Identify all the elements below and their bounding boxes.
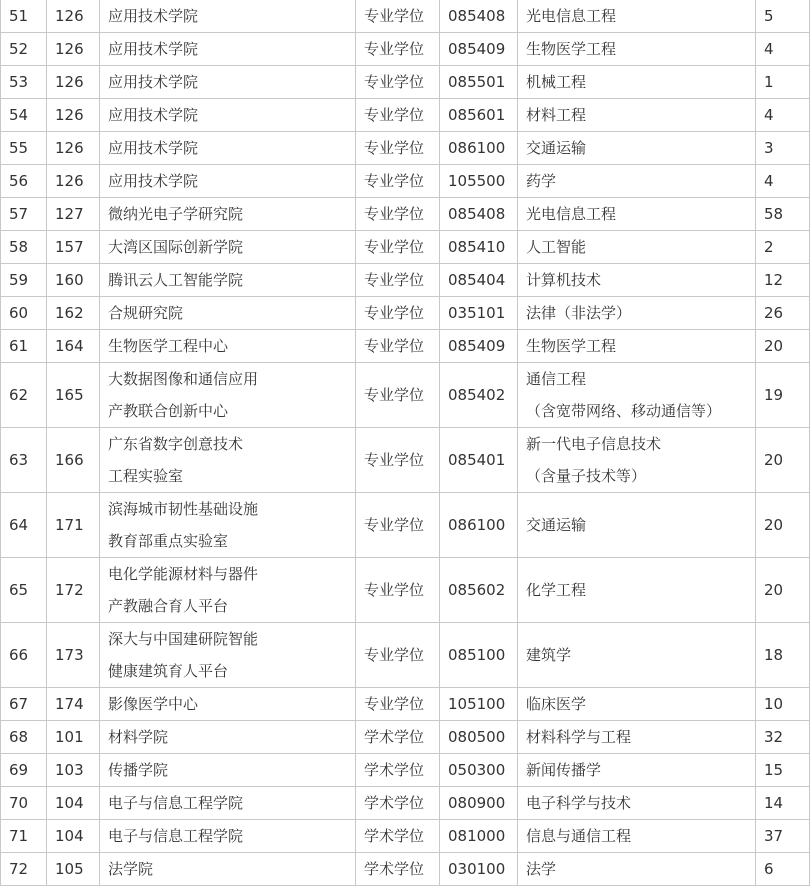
table-row xyxy=(1,558,810,623)
unit-code-cell: 104 xyxy=(47,820,100,853)
row-number-cell: 72 xyxy=(1,853,47,886)
unit-name-cell-line: 产教联合创新中心 xyxy=(108,402,229,420)
major-code-cell: 050300 xyxy=(440,754,518,787)
major-name-cell xyxy=(518,428,756,493)
quota-cell: 20 xyxy=(756,428,810,493)
degree-type-cell: 专业学位 xyxy=(356,363,440,428)
major-code-cell: 085408 xyxy=(440,198,518,231)
major-name-cell xyxy=(518,33,756,66)
major-name-cell-line: 人工智能 xyxy=(526,238,587,256)
quota-cell: 3 xyxy=(756,132,810,165)
unit-name-cell xyxy=(100,721,356,754)
major-name-cell xyxy=(518,623,756,688)
degree-type-cell: 专业学位 xyxy=(356,33,440,66)
row-number-cell: 58 xyxy=(1,231,47,264)
major-name-cell xyxy=(518,787,756,820)
row-number-cell: 67 xyxy=(1,688,47,721)
unit-name-cell-line: 大数据图像和通信应用 xyxy=(108,370,259,388)
table-row xyxy=(1,198,810,231)
degree-type-cell: 专业学位 xyxy=(356,198,440,231)
major-name-cell-line: 计算机技术 xyxy=(526,271,602,289)
table-row xyxy=(1,33,810,66)
major-name-cell-line: 建筑学 xyxy=(526,646,572,664)
major-name-cell xyxy=(518,330,756,363)
major-name-cell-line: 光电信息工程 xyxy=(526,205,617,223)
major-name-cell-line: 生物医学工程 xyxy=(526,337,617,355)
row-number-cell: 60 xyxy=(1,297,47,330)
degree-type-cell: 学术学位 xyxy=(356,721,440,754)
unit-name-cell xyxy=(100,623,356,688)
degree-type-cell: 专业学位 xyxy=(356,99,440,132)
major-name-cell xyxy=(518,198,756,231)
unit-name-cell xyxy=(100,688,356,721)
unit-code-cell: 105 xyxy=(47,853,100,886)
unit-name-cell-line: 应用技术学院 xyxy=(108,106,199,124)
row-number-cell: 64 xyxy=(1,493,47,558)
major-code-cell: 085501 xyxy=(440,66,518,99)
degree-type-cell: 学术学位 xyxy=(356,853,440,886)
major-code-cell: 081000 xyxy=(440,820,518,853)
unit-code-cell: 127 xyxy=(47,198,100,231)
table-row xyxy=(1,297,810,330)
major-name-cell-line: 生物医学工程 xyxy=(526,40,617,58)
table-row xyxy=(1,66,810,99)
major-code-cell: 085602 xyxy=(440,558,518,623)
table-row xyxy=(1,0,810,33)
row-number-cell: 56 xyxy=(1,165,47,198)
table-row xyxy=(1,754,810,787)
major-name-cell-line: 机械工程 xyxy=(526,73,587,91)
degree-type-cell: 专业学位 xyxy=(356,623,440,688)
unit-name-cell-line: 影像医学中心 xyxy=(108,695,199,713)
major-name-cell-line: 交通运输 xyxy=(526,516,587,534)
unit-name-cell xyxy=(100,66,356,99)
major-name-cell xyxy=(518,363,756,428)
major-name-cell xyxy=(518,820,756,853)
major-code-cell: 085401 xyxy=(440,428,518,493)
table-row xyxy=(1,231,810,264)
unit-name-cell-line: 深大与中国建研院智能 xyxy=(108,630,259,648)
major-name-cell-line: 化学工程 xyxy=(526,581,587,599)
unit-code-cell: 126 xyxy=(47,33,100,66)
major-code-cell: 085408 xyxy=(440,0,518,33)
major-name-cell xyxy=(518,558,756,623)
unit-name-cell xyxy=(100,363,356,428)
major-code-cell: 080900 xyxy=(440,787,518,820)
unit-name-cell xyxy=(100,754,356,787)
unit-name-cell-line: 应用技术学院 xyxy=(108,73,199,91)
unit-name-cell-line: 应用技术学院 xyxy=(108,172,199,190)
row-number-cell: 57 xyxy=(1,198,47,231)
major-name-cell-line: 信息与通信工程 xyxy=(526,827,632,845)
quota-cell: 4 xyxy=(756,165,810,198)
major-name-cell-line: 电子科学与技术 xyxy=(526,794,632,812)
unit-name-cell xyxy=(100,853,356,886)
unit-code-cell: 164 xyxy=(47,330,100,363)
degree-type-cell: 专业学位 xyxy=(356,558,440,623)
quota-cell: 20 xyxy=(756,493,810,558)
major-code-cell: 105500 xyxy=(440,165,518,198)
quota-cell: 19 xyxy=(756,363,810,428)
row-number-cell: 59 xyxy=(1,264,47,297)
unit-name-cell-line: 生物医学工程中心 xyxy=(108,337,229,355)
quota-cell: 32 xyxy=(756,721,810,754)
table-body xyxy=(1,0,810,886)
table-row xyxy=(1,688,810,721)
major-name-cell xyxy=(518,297,756,330)
quota-cell: 12 xyxy=(756,264,810,297)
unit-name-cell xyxy=(100,33,356,66)
major-name-cell xyxy=(518,66,756,99)
unit-code-cell: 126 xyxy=(47,66,100,99)
major-name-cell-line: 法学 xyxy=(526,860,557,878)
unit-name-cell xyxy=(100,132,356,165)
major-name-cell-line: 光电信息工程 xyxy=(526,7,617,25)
unit-name-cell-line: 大湾区国际创新学院 xyxy=(108,238,244,256)
major-name-cell xyxy=(518,99,756,132)
unit-code-cell: 104 xyxy=(47,787,100,820)
unit-code-cell: 126 xyxy=(47,0,100,33)
major-name-cell xyxy=(518,165,756,198)
unit-name-cell-line: 产教融合育人平台 xyxy=(108,597,229,615)
unit-code-cell: 171 xyxy=(47,493,100,558)
quota-cell: 26 xyxy=(756,297,810,330)
unit-name-cell-line: 广东省数字创意技术 xyxy=(108,435,244,453)
table-row xyxy=(1,132,810,165)
unit-name-cell xyxy=(100,264,356,297)
degree-type-cell: 专业学位 xyxy=(356,428,440,493)
row-number-cell: 52 xyxy=(1,33,47,66)
major-name-cell-line: 通信工程 xyxy=(526,370,587,388)
major-name-cell-line: 药学 xyxy=(526,172,557,190)
unit-name-cell xyxy=(100,820,356,853)
degree-type-cell: 学术学位 xyxy=(356,820,440,853)
major-name-cell-line: 新闻传播学 xyxy=(526,761,602,779)
row-number-cell: 65 xyxy=(1,558,47,623)
quota-cell: 4 xyxy=(756,33,810,66)
unit-name-cell-line: 电子与信息工程学院 xyxy=(108,827,244,845)
unit-name-cell xyxy=(100,0,356,33)
row-number-cell: 63 xyxy=(1,428,47,493)
unit-name-cell xyxy=(100,297,356,330)
unit-name-cell xyxy=(100,165,356,198)
quota-cell: 15 xyxy=(756,754,810,787)
degree-type-cell: 学术学位 xyxy=(356,787,440,820)
unit-name-cell-line: 工程实验室 xyxy=(108,467,184,485)
unit-name-cell xyxy=(100,198,356,231)
quota-cell: 10 xyxy=(756,688,810,721)
unit-name-cell-line: 传播学院 xyxy=(108,761,169,779)
major-name-cell xyxy=(518,132,756,165)
table-row xyxy=(1,330,810,363)
row-number-cell: 51 xyxy=(1,0,47,33)
unit-name-cell xyxy=(100,787,356,820)
quota-cell: 20 xyxy=(756,330,810,363)
unit-name-cell-line: 微纳光电子学研究院 xyxy=(108,205,244,223)
table-row xyxy=(1,721,810,754)
row-number-cell: 62 xyxy=(1,363,47,428)
degree-type-cell: 专业学位 xyxy=(356,330,440,363)
unit-name-cell xyxy=(100,231,356,264)
table-row xyxy=(1,363,810,428)
unit-name-cell xyxy=(100,558,356,623)
major-code-cell: 085100 xyxy=(440,623,518,688)
row-number-cell: 61 xyxy=(1,330,47,363)
unit-name-cell xyxy=(100,428,356,493)
unit-code-cell: 160 xyxy=(47,264,100,297)
unit-name-cell-line: 滨海城市韧性基础设施 xyxy=(108,500,259,518)
major-code-cell: 030100 xyxy=(440,853,518,886)
unit-name-cell-line: 腾讯云人工智能学院 xyxy=(108,271,244,289)
major-code-cell: 085404 xyxy=(440,264,518,297)
unit-name-cell xyxy=(100,493,356,558)
unit-name-cell xyxy=(100,330,356,363)
degree-type-cell: 专业学位 xyxy=(356,264,440,297)
degree-type-cell: 专业学位 xyxy=(356,231,440,264)
unit-code-cell: 157 xyxy=(47,231,100,264)
major-name-cell xyxy=(518,493,756,558)
unit-name-cell-line: 健康建筑育人平台 xyxy=(108,662,229,680)
table-row xyxy=(1,428,810,493)
unit-code-cell: 166 xyxy=(47,428,100,493)
unit-code-cell: 126 xyxy=(47,132,100,165)
unit-code-cell: 162 xyxy=(47,297,100,330)
major-name-cell xyxy=(518,853,756,886)
quota-cell: 20 xyxy=(756,558,810,623)
major-code-cell: 086100 xyxy=(440,132,518,165)
major-name-cell-line: 材料科学与工程 xyxy=(526,728,632,746)
major-code-cell: 085409 xyxy=(440,330,518,363)
major-code-cell: 086100 xyxy=(440,493,518,558)
major-code-cell: 085409 xyxy=(440,33,518,66)
table-row xyxy=(1,820,810,853)
unit-name-cell-line: 教育部重点实验室 xyxy=(108,532,229,550)
major-name-cell xyxy=(518,721,756,754)
quota-cell: 58 xyxy=(756,198,810,231)
degree-type-cell: 学术学位 xyxy=(356,754,440,787)
row-number-cell: 71 xyxy=(1,820,47,853)
degree-type-cell: 专业学位 xyxy=(356,66,440,99)
quota-cell: 6 xyxy=(756,853,810,886)
major-name-cell-line: （含量子技术等） xyxy=(526,467,647,485)
table-row xyxy=(1,165,810,198)
major-name-cell-line: 临床医学 xyxy=(526,695,587,713)
degree-type-cell: 专业学位 xyxy=(356,688,440,721)
major-name-cell xyxy=(518,264,756,297)
degree-type-cell: 专业学位 xyxy=(356,297,440,330)
degree-type-cell: 专业学位 xyxy=(356,165,440,198)
unit-name-cell-line: 应用技术学院 xyxy=(108,40,199,58)
unit-name-cell-line: 电子与信息工程学院 xyxy=(108,794,244,812)
major-code-cell: 035101 xyxy=(440,297,518,330)
row-number-cell: 54 xyxy=(1,99,47,132)
unit-code-cell: 126 xyxy=(47,165,100,198)
unit-name-cell xyxy=(100,99,356,132)
table-row xyxy=(1,493,810,558)
unit-name-cell-line: 法学院 xyxy=(108,860,154,878)
major-name-cell xyxy=(518,231,756,264)
major-name-cell-line: 新一代电子信息技术 xyxy=(526,435,662,453)
major-code-cell: 085402 xyxy=(440,363,518,428)
major-code-cell: 080500 xyxy=(440,721,518,754)
table-row xyxy=(1,853,810,886)
quota-cell: 4 xyxy=(756,99,810,132)
major-name-cell xyxy=(518,754,756,787)
major-code-cell: 085410 xyxy=(440,231,518,264)
degree-type-cell: 专业学位 xyxy=(356,493,440,558)
major-name-cell xyxy=(518,688,756,721)
unit-name-cell-line: 材料学院 xyxy=(108,728,169,746)
unit-name-cell-line: 应用技术学院 xyxy=(108,7,199,25)
unit-code-cell: 174 xyxy=(47,688,100,721)
table-row xyxy=(1,264,810,297)
unit-name-cell-line: 合规研究院 xyxy=(108,304,184,322)
row-number-cell: 69 xyxy=(1,754,47,787)
quota-cell: 18 xyxy=(756,623,810,688)
quota-cell: 14 xyxy=(756,787,810,820)
unit-name-cell-line: 电化学能源材料与器件 xyxy=(108,565,259,583)
unit-code-cell: 172 xyxy=(47,558,100,623)
row-number-cell: 70 xyxy=(1,787,47,820)
major-code-cell: 085601 xyxy=(440,99,518,132)
row-number-cell: 55 xyxy=(1,132,47,165)
table-row xyxy=(1,787,810,820)
unit-name-cell-line: 应用技术学院 xyxy=(108,139,199,157)
major-code-cell: 105100 xyxy=(440,688,518,721)
unit-code-cell: 165 xyxy=(47,363,100,428)
table-row xyxy=(1,623,810,688)
table-row xyxy=(1,99,810,132)
major-name-cell-line: （含宽带网络、移动通信等） xyxy=(526,402,722,420)
row-number-cell: 53 xyxy=(1,66,47,99)
unit-code-cell: 101 xyxy=(47,721,100,754)
degree-type-cell: 专业学位 xyxy=(356,132,440,165)
major-name-cell xyxy=(518,0,756,33)
major-name-cell-line: 交通运输 xyxy=(526,139,587,157)
unit-code-cell: 103 xyxy=(47,754,100,787)
major-name-cell-line: 法律（非法学） xyxy=(526,304,632,322)
major-name-cell-line: 材料工程 xyxy=(526,106,587,124)
quota-cell: 5 xyxy=(756,0,810,33)
degree-type-cell: 专业学位 xyxy=(356,0,440,33)
row-number-cell: 66 xyxy=(1,623,47,688)
quota-cell: 37 xyxy=(756,820,810,853)
quota-cell: 2 xyxy=(756,231,810,264)
row-number-cell: 68 xyxy=(1,721,47,754)
quota-cell: 1 xyxy=(756,66,810,99)
unit-code-cell: 173 xyxy=(47,623,100,688)
unit-code-cell: 126 xyxy=(47,99,100,132)
